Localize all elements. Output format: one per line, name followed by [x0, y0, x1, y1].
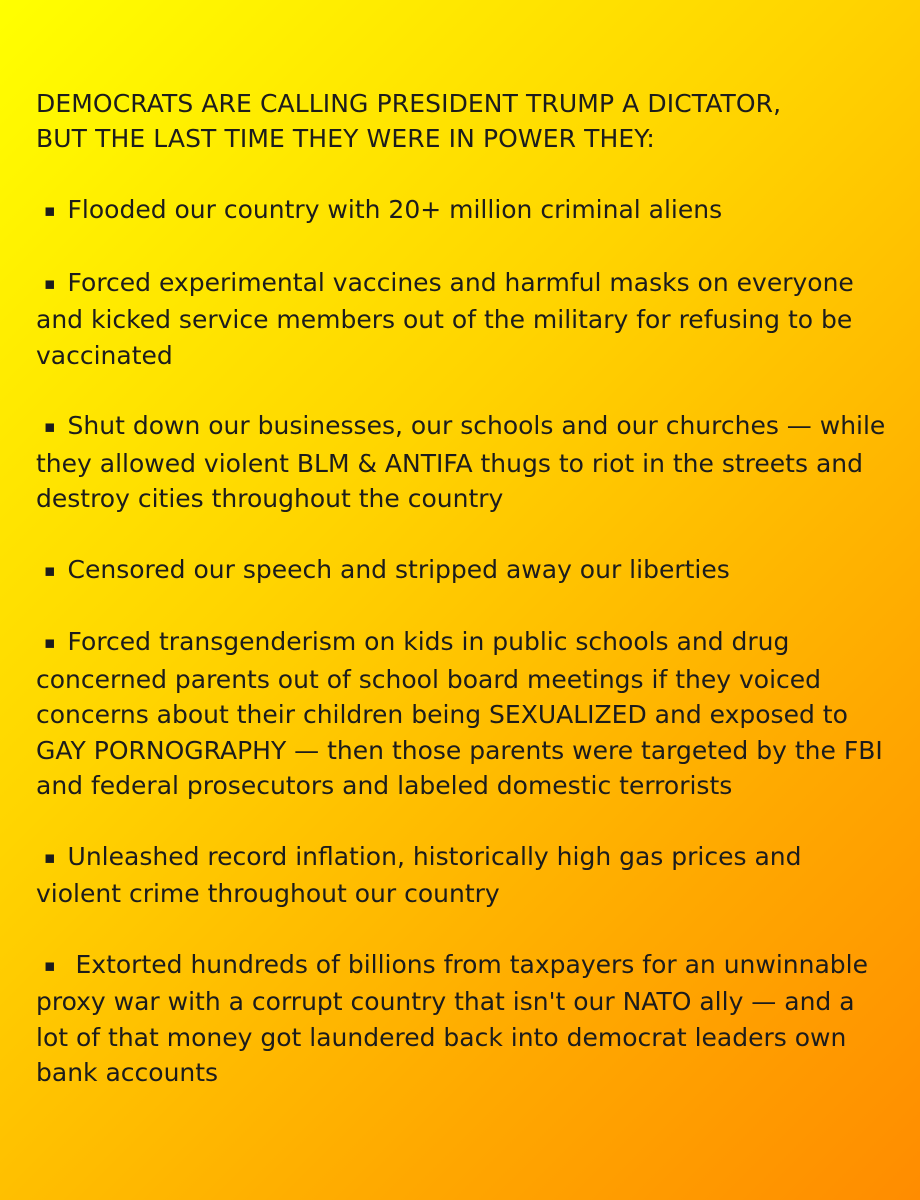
list-item: [36, 839, 890, 912]
list-item-text: Unleashed record inflation, historically high gas prices and violent crime throughout our country: [36, 841, 802, 908]
list-item: [36, 624, 890, 804]
bullet-icon: ▪: [44, 273, 56, 294]
list-item-text: Forced experimental vaccines and harmful masks on everyone and kicked service members out of the military for refusing to be vaccinated: [36, 267, 854, 370]
list-item-text: Shut down our businesses, our schools and our churches — while they allowed violent BLM & ANTIFA thugs to riot in the streets and destroy cities throughout the country: [36, 411, 886, 513]
bullet-icon: ▪: [44, 955, 56, 976]
list-item: [36, 408, 890, 517]
bullet-icon: ▪: [44, 201, 56, 221]
list-item-text: Flooded our country with 20+ million criminal aliens: [67, 195, 723, 224]
grievance-list: [36, 192, 890, 1091]
headline-line-2: BUT THE LAST TIME THEY WERE IN POWER THEY:: [36, 124, 655, 153]
list-item: [36, 265, 890, 374]
list-item-text: Censored our speech and stripped away our liberties: [67, 554, 730, 584]
bullet-icon: ▪: [44, 633, 56, 653]
bullet-icon: ▪: [44, 560, 56, 581]
headline: [36, 86, 890, 156]
list-item: [36, 947, 890, 1091]
list-item-text: Extorted hundreds of billions from taxpayers for an unwinnable proxy war with a corrupt country that isn't our NATO ally — and a lot of that money got laundered back into democrat leaders own bank accounts: [36, 949, 868, 1087]
bullet-icon: ▪: [44, 417, 56, 437]
bullet-icon: ▪: [44, 847, 56, 868]
list-item: [36, 552, 890, 590]
list-item: [36, 192, 890, 230]
headline-line-1: DEMOCRATS ARE CALLING PRESIDENT TRUMP A DICTATOR,: [36, 89, 782, 118]
list-item-text: Forced transgenderism on kids in public schools and drug concerned parents out of school board meetings if they voiced concerns about their children being SEXUALIZED and exposed to GAY PORNOGRAPHY — then those parents were targeted by the FBI and federal prosecutors and labeled domestic terrorists: [36, 627, 883, 800]
